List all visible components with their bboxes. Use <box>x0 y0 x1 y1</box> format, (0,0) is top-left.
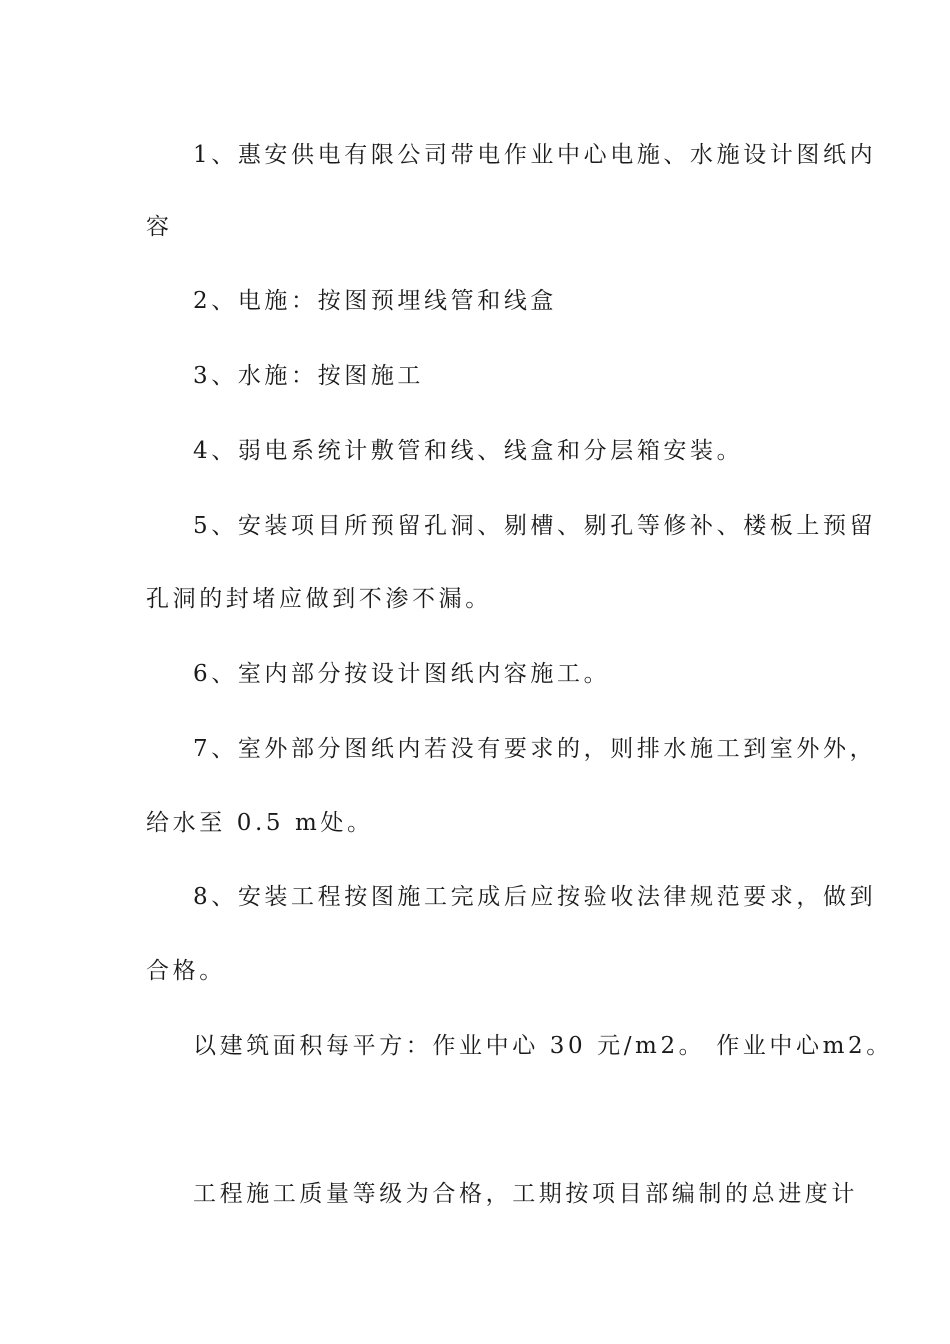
paragraph-6: 6、室内部分按设计图纸内容施工。 <box>193 661 611 687</box>
paragraph-1-line-1: 1、惠安供电有限公司带电作业中心电施、水施设计图纸内 <box>193 142 877 168</box>
paragraph-4: 4、弱电系统计敷管和线、线盒和分层箱安装。 <box>193 438 744 464</box>
paragraph-7-line-2: 给水至 0.5 m处。 <box>146 810 374 836</box>
paragraph-7-line-1: 7、室外部分图纸内若没有要求的，则排水施工到室外外， <box>193 736 877 762</box>
paragraph-8-line-1: 8、安装工程按图施工完成后应按验收法律规范要求，做到 <box>193 884 877 910</box>
paragraph-1-line-2: 容 <box>146 214 173 240</box>
paragraph-price: 以建筑面积每平方：作业中心 30 元/m2。 作业中心m2。 <box>193 1033 893 1059</box>
paragraph-5-line-2: 孔洞的封堵应做到不渗不漏。 <box>146 586 492 612</box>
paragraph-8-line-2: 合格。 <box>146 958 226 984</box>
paragraph-quality: 工程施工质量等级为合格，工期按项目部编制的总进度计 <box>193 1181 858 1207</box>
paragraph-2: 2、电施：按图预埋线管和线盒 <box>193 288 558 314</box>
paragraph-5-line-1: 5、安装项目所预留孔洞、剔槽、剔孔等修补、楼板上预留 <box>193 513 877 539</box>
paragraph-3: 3、水施：按图施工 <box>193 363 425 389</box>
